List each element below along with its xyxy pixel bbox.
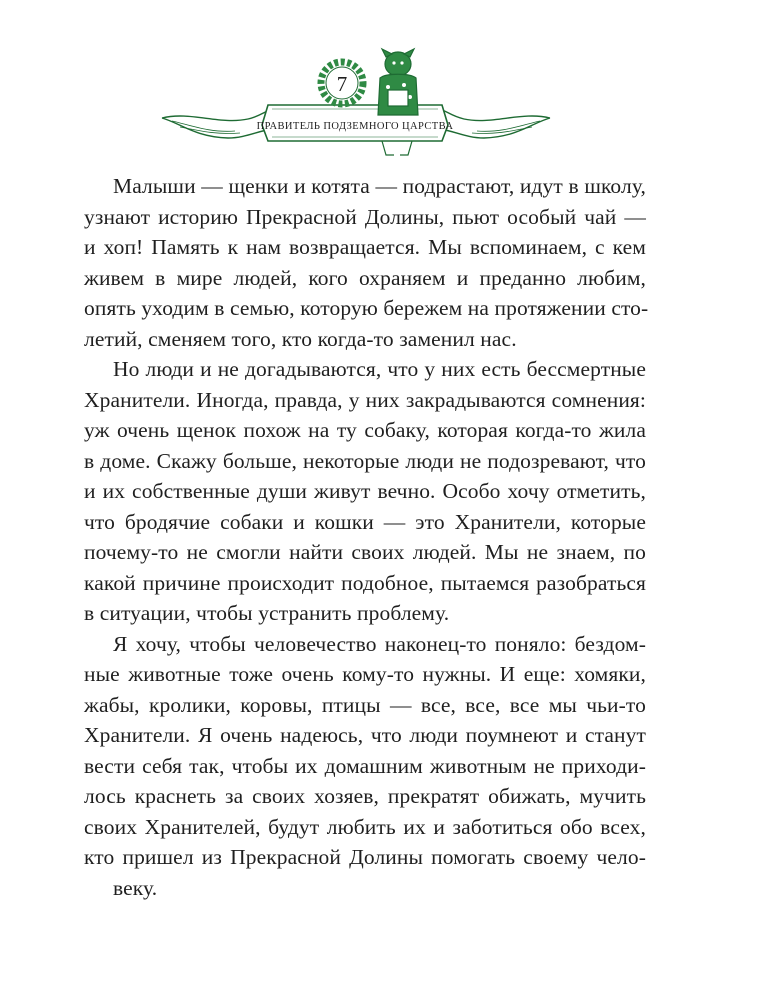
paragraph bbox=[84, 629, 646, 904]
text-line: узнают историю Прекрасной Долины, пьют особый чай — bbox=[84, 204, 646, 229]
chapter-title: ПРАВИТЕЛЬ ПОДЗЕМНОГО ЦАРСТВА bbox=[256, 121, 454, 132]
text-line: лось краснеть за своих хозяев, прекратят обижать, мучить bbox=[84, 784, 646, 808]
text-line: жабы, кролики, коровы, птицы — все, все, все мы чьи-то bbox=[84, 692, 646, 717]
text-line: что бродячие собаки и кошки — это Хранители, которые bbox=[84, 509, 646, 534]
text-line: Но люди и не догадываются, что у них есть бессмертные bbox=[113, 357, 646, 381]
text-line: в ситуации, чтобы устранить проблему. bbox=[84, 601, 450, 625]
text-line: и их собственные души живут вечно. Особо хочу отметить, bbox=[84, 479, 646, 503]
text-line: и хоп! Память к нам возвращается. Мы вспоминаем, с кем bbox=[84, 235, 646, 259]
paragraph bbox=[84, 354, 646, 629]
text-line: кто пришел из Прекрасной Долины помогать своему чело- bbox=[84, 845, 646, 869]
text-line: в доме. Скажу больше, некоторые люди не подозревают, что bbox=[84, 448, 646, 473]
text-line: своих Хранителей, будут любить их и заботиться обо всех, bbox=[84, 814, 646, 839]
text-line: Хранители. Иногда, правда, у них закрадываются сомнения: bbox=[84, 387, 646, 412]
text-line: Хранители. Я очень надеюсь, что люди поумнеют и станут bbox=[84, 723, 646, 747]
text-line: Я хочу, чтобы человечество наконец-то поняло: бездом- bbox=[113, 631, 646, 656]
text-line: опять уходим в семью, которую бережем на протяжении сто- bbox=[84, 296, 649, 320]
text-line: вести себя так, чтобы их домашним животным не приходи- bbox=[84, 753, 646, 778]
text-line: летий, сменяем того, кто когда-то заменил нас. bbox=[84, 326, 517, 351]
text-line: веку. bbox=[113, 875, 158, 900]
chapter-header-ornament bbox=[150, 45, 560, 170]
chapter-header-svg bbox=[150, 45, 560, 170]
text-line: Малыши — щенки и котята — подрастают, идут в школу, bbox=[113, 174, 646, 198]
text-line: ные животные тоже очень кому-то нужны. И еще: хомяки, bbox=[84, 662, 646, 686]
text-line: почему-то не смогли найти своих людей. Мы не знаем, по bbox=[84, 540, 646, 564]
text-line: уж очень щенок похож на ту собаку, которая когда-то жила bbox=[84, 418, 646, 442]
paragraph bbox=[84, 171, 649, 354]
chapter-number: 7 bbox=[336, 72, 348, 96]
text-line: живем в мире людей, кого охраняем и преданно любим, bbox=[84, 265, 646, 290]
text-line: какой причине происходит подобное, пытаемся разобраться bbox=[84, 570, 646, 595]
body-text bbox=[84, 171, 649, 903]
